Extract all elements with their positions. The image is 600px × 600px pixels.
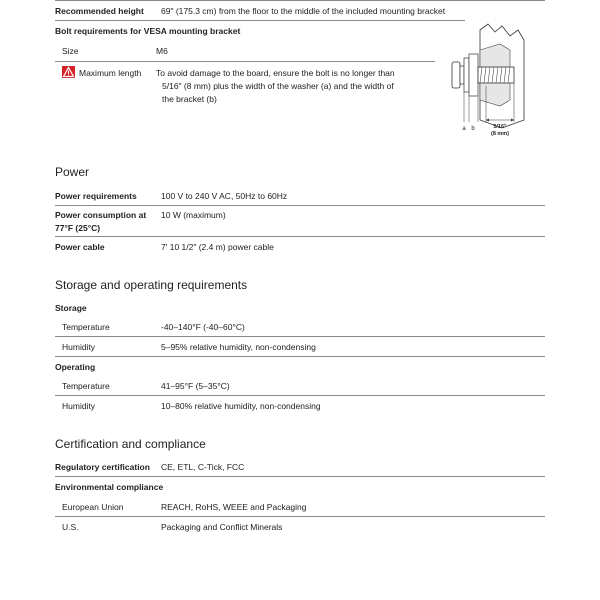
rule bbox=[55, 236, 545, 237]
us-label: U.S. bbox=[62, 522, 79, 532]
rule bbox=[55, 395, 545, 396]
max-length-line3: the bracket (b) bbox=[162, 94, 217, 104]
storage-temperature-label: Temperature bbox=[62, 322, 110, 332]
storage-temperature-value: -40–140°F (-40–60°C) bbox=[161, 322, 245, 332]
diagram-label-b: b bbox=[471, 126, 475, 132]
storage-humidity-value: 5–95% relative humidity, non-condensing bbox=[161, 342, 316, 352]
certification-title: Certification and compliance bbox=[55, 437, 206, 451]
rule bbox=[55, 336, 545, 337]
power-title: Power bbox=[55, 165, 90, 179]
size-value: M6 bbox=[156, 46, 168, 56]
storage-heading: Storage bbox=[55, 303, 87, 313]
power-cable-value: 7' 10 1/2" (2.4 m) power cable bbox=[161, 242, 274, 252]
power-consumption-label-line1: Power consumption at bbox=[55, 210, 147, 220]
eu-value: REACH, RoHS, WEEE and Packaging bbox=[161, 502, 307, 512]
operating-humidity-value: 10–80% relative humidity, non-condensing bbox=[161, 401, 321, 411]
eu-label: European Union bbox=[62, 502, 124, 512]
operating-heading: Operating bbox=[55, 362, 96, 372]
rule bbox=[55, 20, 465, 21]
power-consumption-label-line2: 77°F (25°C) bbox=[55, 223, 101, 233]
us-value: Packaging and Conflict Minerals bbox=[161, 522, 283, 532]
storage-title: Storage and operating requirements bbox=[55, 278, 248, 292]
bolt-requirements-heading: Bolt requirements for VESA mounting bracket bbox=[55, 26, 241, 36]
top-rule bbox=[55, 0, 545, 1]
max-length-label: Maximum length bbox=[79, 68, 142, 78]
environmental-compliance-heading: Environmental compliance bbox=[55, 482, 164, 492]
rule bbox=[55, 516, 545, 517]
max-length-line1: To avoid damage to the board, ensure the bolt is no longer than bbox=[156, 68, 395, 78]
rule bbox=[55, 476, 545, 477]
max-length-line2: 5/16" (8 mm) plus the width of the washer (a) and the width of bbox=[162, 81, 394, 91]
power-requirements-value: 100 V to 240 V AC, 50Hz to 60Hz bbox=[161, 191, 288, 201]
operating-temperature-label: Temperature bbox=[62, 381, 110, 391]
regulatory-certification-label: Regulatory certification bbox=[55, 462, 150, 472]
warning-icon bbox=[62, 66, 75, 78]
rule bbox=[55, 61, 435, 62]
regulatory-certification-value: CE, ETL, C-Tick, FCC bbox=[161, 462, 245, 472]
power-consumption-value: 10 W (maximum) bbox=[161, 210, 226, 220]
bolt-diagram bbox=[440, 20, 550, 138]
diagram-label-dim1: 5/16" bbox=[493, 124, 507, 130]
recommended-height-value: 69" (175.3 cm) from the floor to the middle of the included mounting bracket bbox=[161, 6, 446, 16]
rule bbox=[55, 356, 545, 357]
operating-temperature-value: 41–95°F (5–35°C) bbox=[161, 381, 230, 391]
size-label: Size bbox=[62, 46, 79, 56]
diagram-label-dim2: (8 mm) bbox=[490, 131, 510, 137]
power-cable-label: Power cable bbox=[55, 242, 105, 252]
storage-humidity-label: Humidity bbox=[62, 342, 96, 352]
rule bbox=[55, 205, 545, 206]
power-requirements-label: Power requirements bbox=[55, 191, 137, 201]
recommended-height-label: Recommended height bbox=[55, 6, 144, 16]
diagram-label-a: a bbox=[462, 126, 466, 132]
operating-humidity-label: Humidity bbox=[62, 401, 96, 411]
